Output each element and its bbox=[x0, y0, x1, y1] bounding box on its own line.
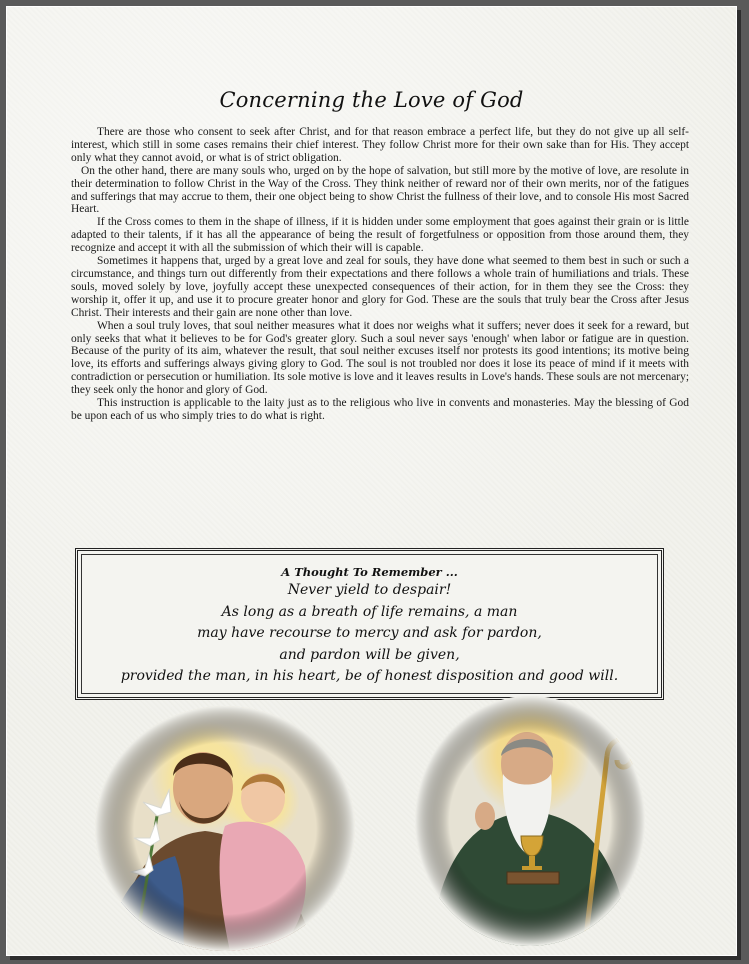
paragraph: Sometimes it happens that, urged by a great love and zeal for souls, they have done what seemed to them best in such or such a circumstance, and things turn out differently from their expectations and there follows a whole train of humiliations and trials. These souls, moved solely by love, joyfully accept these unexpected consequences of their action, for in them they see the Cross: they worship it, offer it up, and use it to procure greater honor and glory for God. These are the souls that truly bear the Cross after Jesus Christ. Their interests and their gain are none other than love. bbox=[71, 255, 689, 319]
thought-line: Never yield to despair! bbox=[287, 582, 452, 598]
thought-line: As long as a breath of life remains, a man bbox=[221, 603, 518, 620]
page-title: Concerning the Love of God bbox=[219, 88, 524, 112]
thought-line: may have recourse to mercy and ask for pardon, bbox=[197, 625, 542, 641]
saint-benedict-illustration bbox=[415, 696, 645, 946]
paragraph: On the other hand, there are many souls who, urged on by the hope of salvation, but still more by the motive of love, are resolute in their determination to follow Christ in the Way of the Cross. They think neither of reward nor of their own merits, nor of the fatigues and sufferings that may accrue to them, their one object being to show Christ the fullness of their love, and to console His most Sacred Heart. bbox=[71, 164, 689, 216]
thought-text bbox=[78, 565, 661, 688]
document-page bbox=[6, 6, 737, 956]
thought-line: and pardon will be given, bbox=[279, 646, 460, 663]
thought-heading: A Thought To Remember ... bbox=[281, 565, 458, 579]
thought-box bbox=[75, 548, 664, 700]
paragraph: When a soul truly loves, that soul neither measures what it does nor weighs what it suffers; never does it seek for a reward, but only seeks that what it believes to be for God's greater glory. Such a soul never says 'enough' when labor or fatigue are in question. Because of the purity of its aim, whatever the result, that soul neither excuses itself nor protests its good intentions; its motive being love, its efforts and sufferings always giving glory to God. The soul is not troubled nor does it lose its peace of mind if it meets with contradiction or persecution or humiliation. Its sole motive is love and it leaves results in Love's hands. These souls are not mercenary; they seek only the honor and glory of God. bbox=[71, 319, 689, 397]
article-body bbox=[71, 126, 689, 423]
paragraph: This instruction is applicable to the laity just as to the religious who live in convents and monasteries. May the blessing of God be upon each of us who simply tries to do what is right. bbox=[71, 397, 689, 422]
saint-joseph-illustration bbox=[95, 706, 355, 951]
paragraph: If the Cross comes to them in the shape of illness, if it is hidden under some employment that goes against their grain or is little adapted to their talents, if it has all the appearance of being the result of forgetfulness or opposition from those around them, they recognize and accept it with all the submission of which their will is capable. bbox=[71, 216, 689, 255]
saint-joseph-image bbox=[95, 706, 355, 951]
thought-line: provided the man, in his heart, be of honest disposition and good will. bbox=[120, 668, 619, 684]
saint-benedict-image bbox=[415, 696, 645, 946]
paragraph: There are those who consent to seek after Christ, and for that reason embrace a perfect life, but they do not give up all self-interest, which still in some cases remains their chief interest. They follow Christ more for their own sake than for His. They accept only what they cannot avoid, or what is of strict obligation. bbox=[71, 126, 689, 164]
